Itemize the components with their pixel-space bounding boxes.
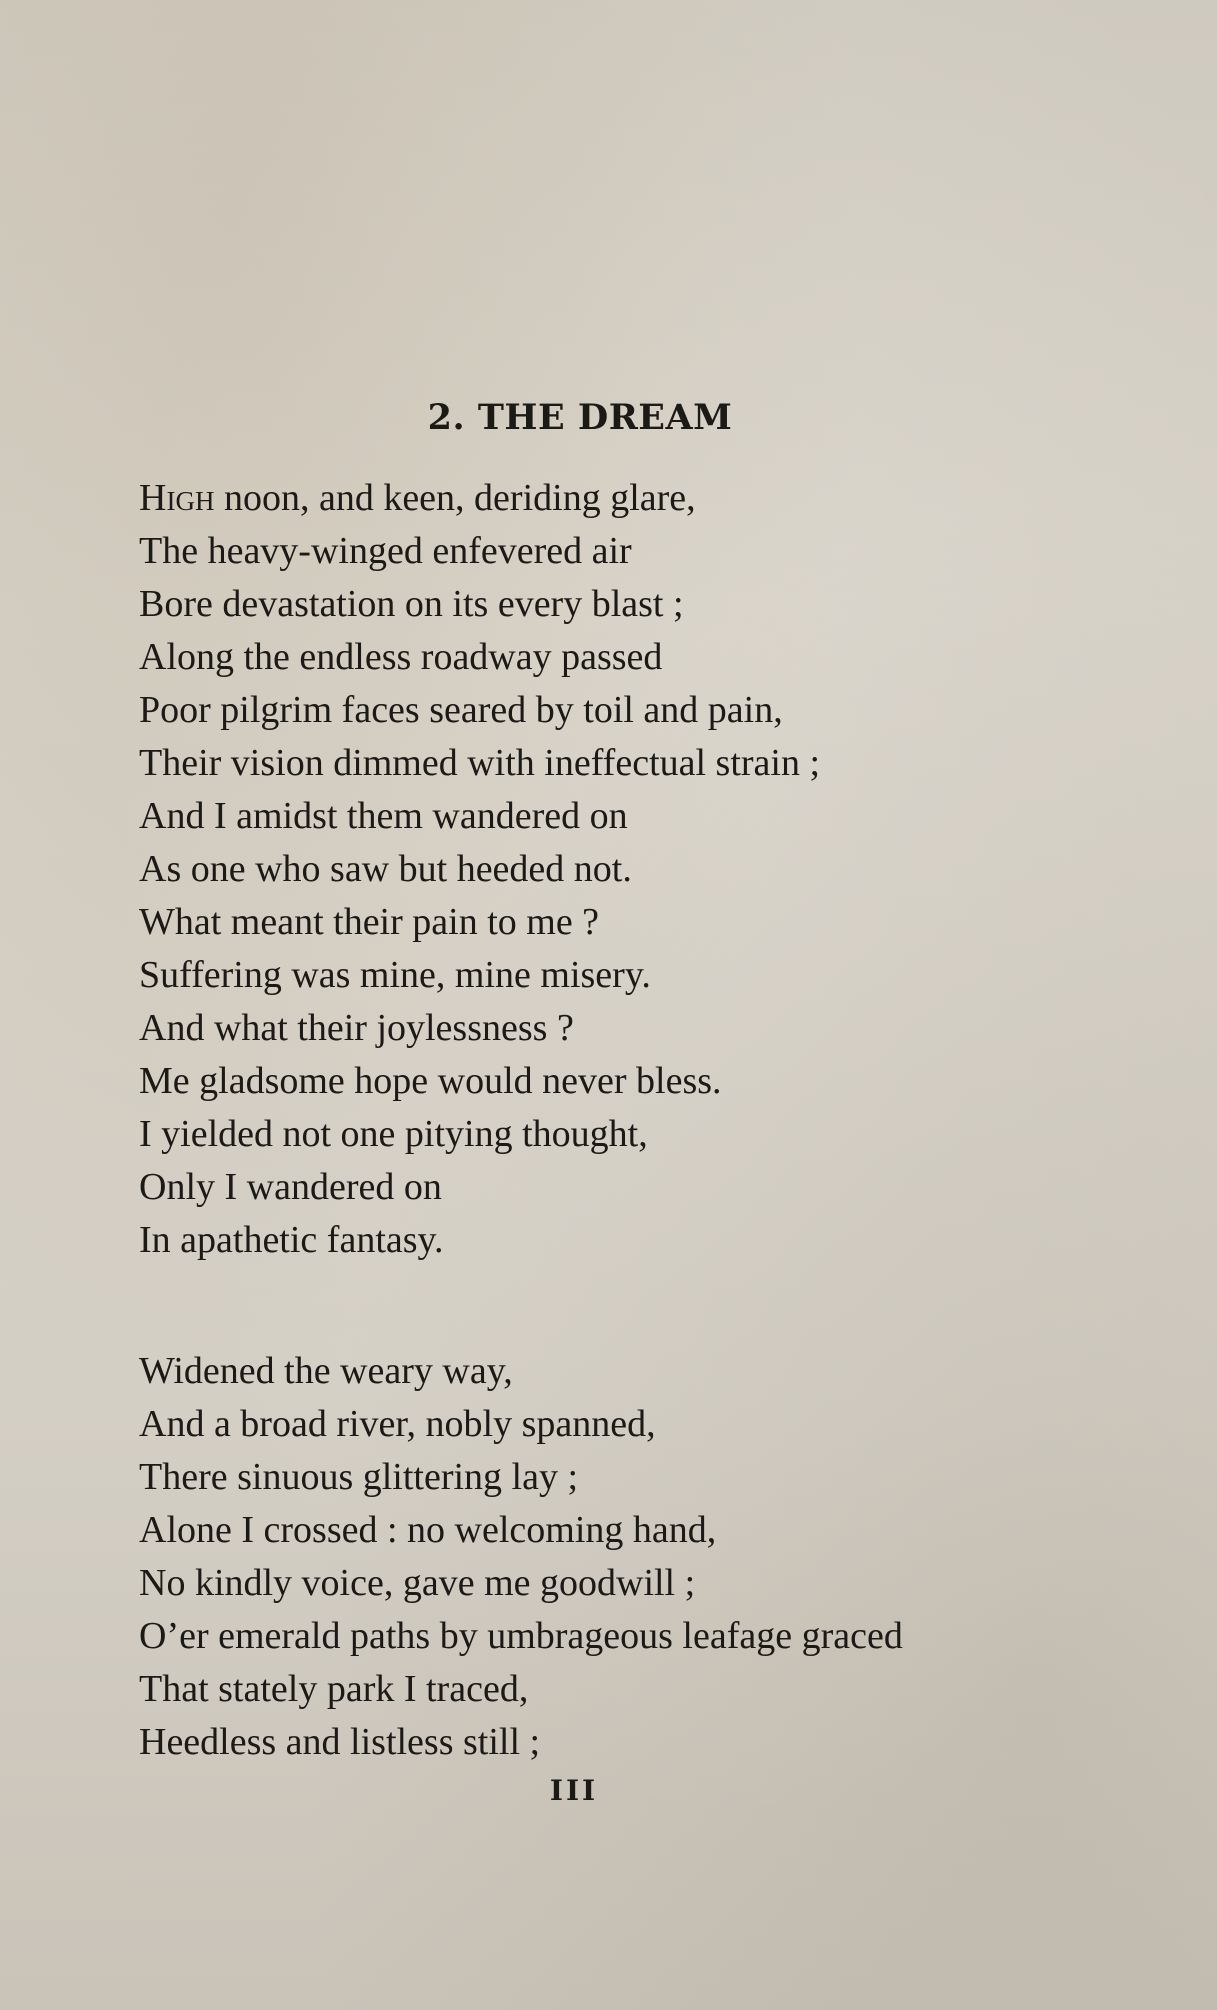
poem-line-1 [139, 472, 820, 525]
stanza-1 [139, 472, 820, 1267]
poem-line: What meant their pain to me ? [139, 901, 600, 943]
poem-title: 2. THE DREAM [427, 397, 733, 438]
poem-line: I yielded not one pitying thought, [139, 1113, 648, 1155]
poem-line: The heavy-winged enfevered air [139, 530, 632, 572]
poem-line: As one who saw but heeded not. [139, 848, 632, 890]
poem-line: There sinuous glittering lay ; [139, 1456, 579, 1498]
poem-line: No kindly voice, gave me goodwill ; [139, 1562, 696, 1604]
poem-line: In apathetic fantasy. [139, 1219, 444, 1261]
poem-line: And a broad river, nobly spanned, [139, 1403, 656, 1445]
stanza-2 [139, 1345, 903, 1769]
poem-line: Heedless and listless still ; [139, 1721, 541, 1763]
poem-line: And I amidst them wandered on [139, 795, 628, 837]
poem-line: And what their joylessness ? [139, 1007, 574, 1049]
poem-line: Suffering was mine, mine misery. [139, 954, 651, 996]
poem-line: Me gladsome hope would never bless. [139, 1060, 722, 1102]
drop-initial: H [139, 477, 167, 519]
poem-line: Only I wandered on [139, 1166, 442, 1208]
poem-line: Poor pilgrim faces seared by toil and pain, [139, 689, 783, 731]
page-number: III [549, 1774, 599, 1807]
poem-line: O’er emerald paths by umbrageous leafage graced [139, 1615, 903, 1657]
poem-line: Bore devastation on its every blast ; [139, 583, 684, 625]
poem-line: Their vision dimmed with ineffectual strain ; [139, 742, 821, 784]
poem-line: That stately park I traced, [139, 1668, 529, 1710]
small-caps-word: igh [166, 477, 215, 519]
first-line-text: noon, and keen, deriding glare, [214, 477, 696, 519]
poem-line: Widened the weary way, [139, 1350, 513, 1392]
poem-line: Along the endless roadway passed [139, 636, 663, 678]
poem-line: Alone I crossed : no welcoming hand, [139, 1509, 717, 1551]
